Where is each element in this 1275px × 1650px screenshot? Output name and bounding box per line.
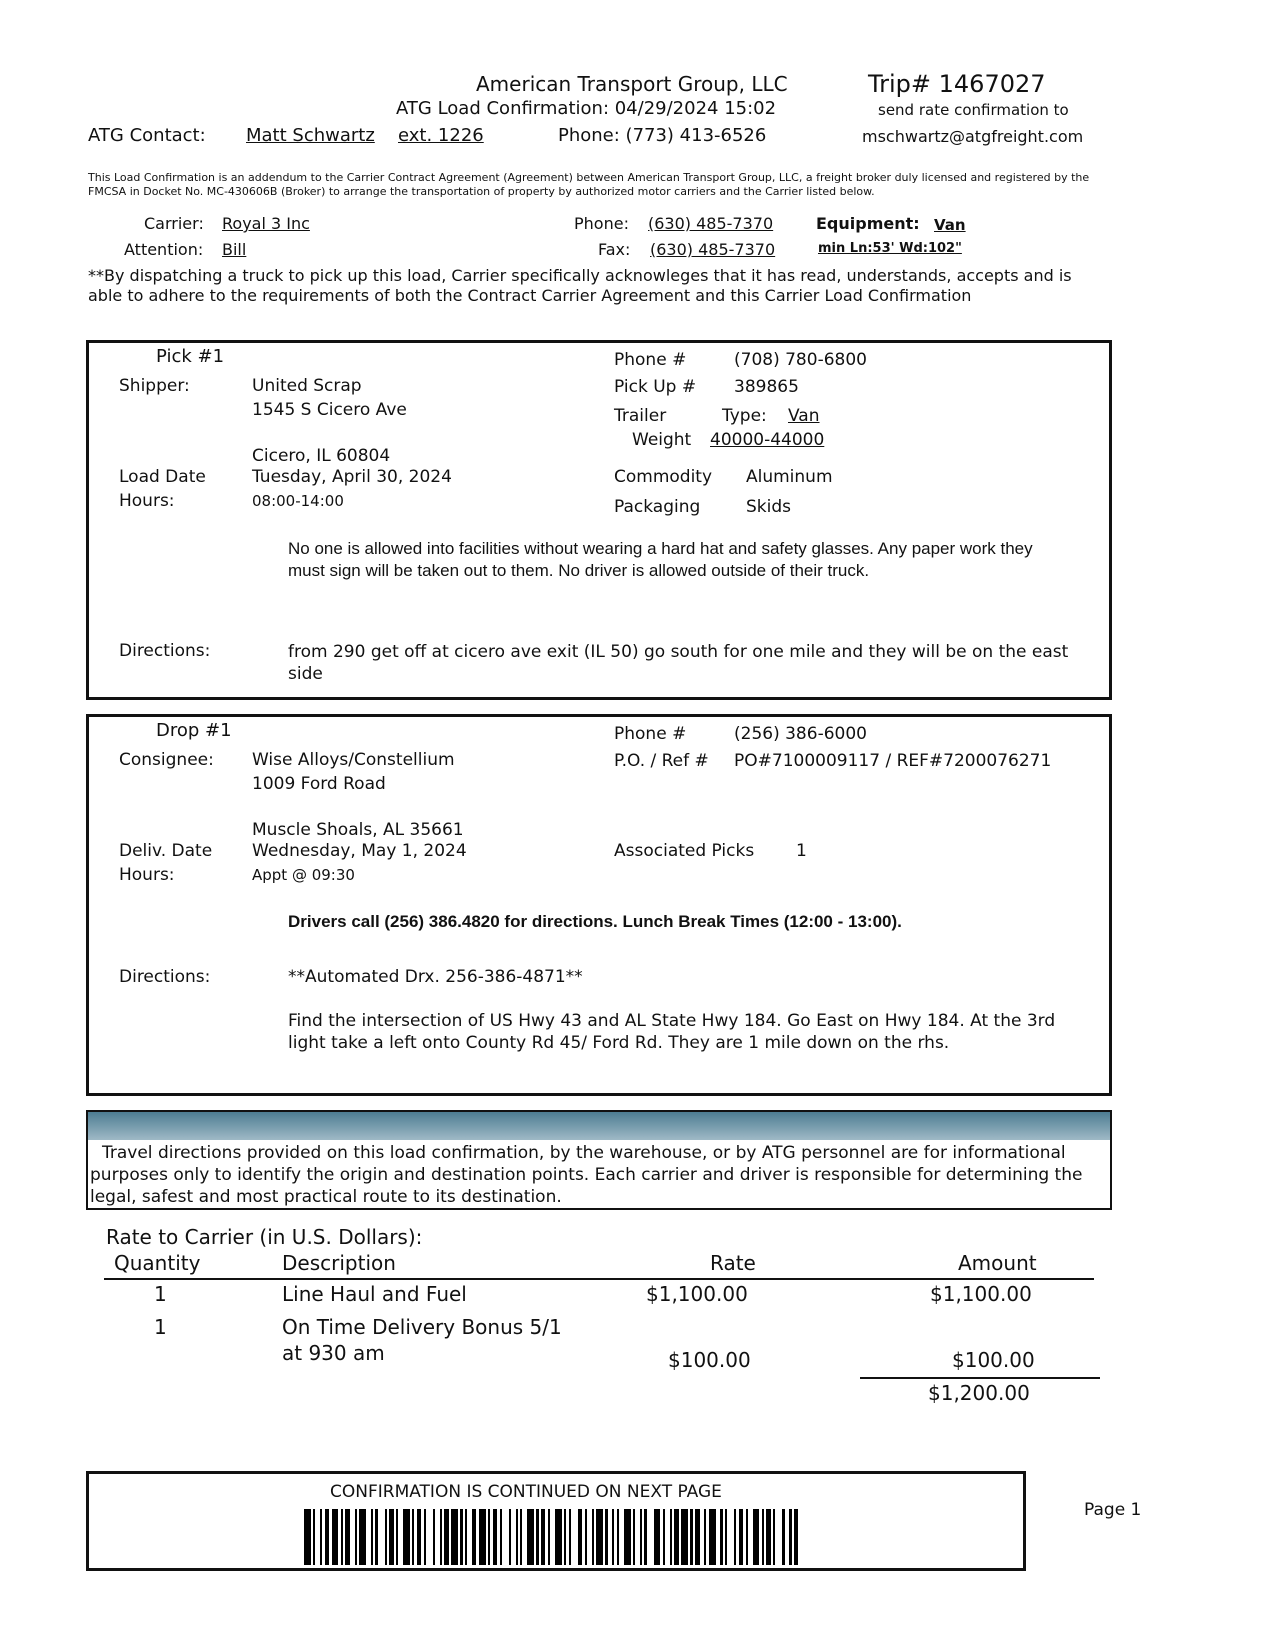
barcode-bar [396,1509,398,1565]
shipper-name: United Scrap [252,376,362,396]
attention-label: Attention: [124,240,204,259]
packaging-value: Skids [746,497,792,517]
barcode-bar [789,1509,791,1565]
barcode-bar [674,1509,679,1565]
pick-phone: (708) 780-6800 [734,350,867,370]
drop-hours: Appt @ 09:30 [252,866,355,884]
barcode-bar [617,1509,619,1565]
equipment-label: Equipment: [816,214,920,233]
barcode-bar [444,1509,449,1565]
automated-directions: **Automated Drx. 256-386-4871** [288,967,583,987]
barcode-bar [320,1509,322,1565]
equipment-value: Van [934,216,966,234]
barcode-bar [403,1509,410,1565]
barcode-bar [695,1509,700,1565]
contact-name[interactable]: Matt Schwartz [246,125,375,146]
weight-label: Weight [632,430,692,450]
trailer-type: Van [788,406,820,426]
carrier-fax: (630) 485-7370 [650,240,776,259]
commodity-value: Aluminum [746,467,833,487]
barcode-bar [762,1509,764,1565]
carrier-fax-label: Fax: [598,240,631,259]
packaging-label: Packaging [614,497,701,517]
barcode-bar [417,1509,422,1565]
trailer-type-label: Type: [722,406,767,426]
carrier-name: Royal 3 Inc [222,214,310,233]
drop-note: Drivers call (256) 386.4820 for directions. Lunch Break Times (12:00 - 13:00). [288,912,902,931]
barcode-bar [605,1509,607,1565]
barcode-bar [704,1509,706,1565]
barcode-bar [720,1509,722,1565]
contact-label: ATG Contact: [88,125,206,146]
barcode-bar [527,1509,534,1565]
barcode-bar [355,1509,357,1565]
pick-phone-label: Phone # [614,350,687,370]
barcode-bar [739,1509,744,1565]
row2-amount: $100.00 [952,1348,1035,1372]
assoc-picks-label: Associated Picks [614,841,755,861]
assoc-picks-value: 1 [796,841,807,861]
barcode-bar [313,1509,315,1565]
barcode-bar [578,1509,583,1565]
barcode-bar [472,1509,477,1565]
total-rule [860,1377,1100,1379]
barcode-bar [412,1509,414,1565]
barcode-bar [644,1509,646,1565]
barcode-bar [460,1509,462,1565]
trip-number: Trip# 1467027 [868,70,1046,98]
barcode-bar [725,1509,727,1565]
deliv-date-label: Deliv. Date [119,841,213,861]
drop-directions-label: Directions: [119,967,211,987]
rate-header-rule [104,1278,1094,1280]
disclaimer-text: Travel directions provided on this load confirmation, by the warehouse, or by ATG personnel are for informational purposes only to identify the origin and destination points. Each carrier and driver is responsible for determining the legal, safest and most practical route to its destination. [90,1143,1083,1207]
rate-header-quantity: Quantity [114,1251,201,1275]
barcode-bar [465,1509,467,1565]
barcode-bar [389,1509,394,1565]
pick-title: Pick #1 [156,346,225,367]
barcode-bar [433,1509,435,1565]
barcode-bar [585,1509,587,1565]
weight-value: 40000-44000 [710,430,825,450]
barcode-bar [782,1509,784,1565]
row2-description-line1: On Time Delivery Bonus 5/1 [282,1315,562,1339]
consignee-address2: Muscle Shoals, AL 35661 [252,820,464,840]
pick-directions: from 290 get off at cicero ave exit (IL 50) go south for one mile and they will be on the east side [288,642,1069,684]
pick-note: No one is allowed into facilities without wearing a hard hat and safety glasses. Any paper work they must sign will be taken out to them. No driver is allowed outside of their truck. [288,539,1033,580]
barcode-bar [709,1509,716,1565]
barcode [304,1509,804,1565]
barcode-bar [596,1509,603,1565]
row2-description-line2: at 930 am [282,1341,385,1365]
deliv-date: Wednesday, May 1, 2024 [252,841,467,861]
row1-quantity: 1 [154,1282,167,1306]
rate-header-description: Description [282,1251,396,1275]
barcode-bar [424,1509,426,1565]
disclaimer-section [86,1110,1112,1210]
carrier-label: Carrier: [144,214,204,233]
barcode-bar [592,1509,594,1565]
barcode-bar [359,1509,366,1565]
barcode-bar [624,1509,631,1565]
barcode-bar [794,1509,799,1565]
row2-quantity: 1 [154,1315,167,1339]
po-ref-value: PO#7100009117 / REF#7200076271 [734,751,1052,771]
barcode-bar [493,1509,498,1565]
send-rate-text: send rate confirmation to [878,101,1069,119]
barcode-bar [371,1509,373,1565]
consignee-label: Consignee: [119,750,214,770]
barcode-bar [654,1509,661,1565]
pick-hours: 08:00-14:00 [252,492,344,510]
barcode-bar [325,1509,330,1565]
barcode-bar [488,1509,490,1565]
barcode-bar [341,1509,343,1565]
barcode-bar [520,1509,522,1565]
load-confirmation-date: ATG Load Confirmation: 04/29/2024 15:02 [396,98,777,119]
barcode-bar [345,1509,350,1565]
row1-description: Line Haul and Fuel [282,1282,467,1306]
drop-title: Drop #1 [156,720,232,741]
shipper-address1: 1545 S Cicero Ave [252,400,407,420]
barcode-bar [753,1509,760,1565]
load-date: Tuesday, April 30, 2024 [252,467,452,487]
drop-phone-label: Phone # [614,724,687,744]
drop-hours-label: Hours: [119,865,175,885]
trailer-label: Trailer [614,406,667,426]
row1-rate: $1,100.00 [646,1282,748,1306]
barcode-bar [773,1509,775,1565]
consignee-address1: 1009 Ford Road [252,774,386,794]
company-name: American Transport Group, LLC [476,72,788,96]
dispatch-note: **By dispatching a truck to pick up this load, Carrier specifically acknowleges that it has read, understands, accepts and is able to adhere to the requirements of both the Contract Carrier Agreement and this Carrier Load Confirmation [88,266,1072,305]
page-number: Page 1 [1084,1500,1142,1520]
load-date-label: Load Date [119,467,206,487]
barcode-bar [564,1509,566,1565]
shipper-label: Shipper: [119,376,190,396]
pickup-number: 389865 [734,377,799,397]
contact-email[interactable]: mschwartz@atgfreight.com [862,127,1084,146]
barcode-bar [663,1509,665,1565]
carrier-phone-label: Phone: [574,214,629,233]
rate-total: $1,200.00 [928,1381,1030,1405]
barcode-bar [690,1509,692,1565]
attention-name: Bill [222,240,247,259]
barcode-bar [569,1509,571,1565]
row2-rate: $100.00 [668,1348,751,1372]
commodity-label: Commodity [614,467,713,487]
rate-title: Rate to Carrier (in U.S. Dollars): [106,1225,423,1249]
barcode-bar [536,1509,538,1565]
barcode-bar [451,1509,458,1565]
equipment-min: min Ln:53' Wd:102" [818,241,962,256]
pick-hours-label: Hours: [119,491,175,511]
disclaimer-header-bar [88,1112,1110,1140]
barcode-bar [516,1509,518,1565]
rate-header-rate: Rate [710,1251,756,1275]
barcode-bar [640,1509,642,1565]
barcode-bar [479,1509,486,1565]
barcode-bar [681,1509,688,1565]
barcode-bar [500,1509,502,1565]
drop-directions: Find the intersection of US Hwy 43 and AL State Hwy 184. Go East on Hwy 184. At the 3rd light take a left onto County Rd 45/ Ford Rd. They are 1 mile down on the rhs. [288,1011,1056,1053]
barcode-bar [734,1509,736,1565]
po-ref-label: P.O. / Ref # [614,751,709,771]
contact-ext: ext. 1226 [398,125,484,146]
contact-phone: Phone: (773) 413-6526 [558,125,767,146]
barcode-bar [670,1509,672,1565]
barcode-bar [440,1509,442,1565]
barcode-bar [766,1509,771,1565]
row1-amount: $1,100.00 [930,1282,1032,1306]
shipper-address2: Cicero, IL 60804 [252,446,391,466]
barcode-bar [304,1509,311,1565]
consignee-name: Wise Alloys/Constellium [252,750,455,770]
barcode-bar [509,1509,511,1565]
pick-directions-label: Directions: [119,641,211,661]
barcode-bar [375,1509,377,1565]
barcode-bar [633,1509,635,1565]
addendum-text: This Load Confirmation is an addendum to the Carrier Contract Agreement (Agreement) between American Transport Group, LLC, a freight broker duly licensed and registered by the FMCSA in Docket No. MC-430606B (Broker) to arrange the transportation of property by authorized motor carriers and the Carrier listed below. [88,171,1090,198]
drop-phone: (256) 386-6000 [734,724,867,744]
continued-text: CONFIRMATION IS CONTINUED ON NEXT PAGE [330,1482,722,1502]
carrier-phone: (630) 485-7370 [648,214,774,233]
pickup-number-label: Pick Up # [614,377,697,397]
barcode-bar [555,1509,562,1565]
barcode-bar [385,1509,387,1565]
rate-header-amount: Amount [958,1251,1037,1275]
barcode-bar [541,1509,546,1565]
barcode-bar [746,1509,748,1565]
barcode-bar [548,1509,550,1565]
barcode-bar [612,1509,614,1565]
barcode-bar [332,1509,339,1565]
